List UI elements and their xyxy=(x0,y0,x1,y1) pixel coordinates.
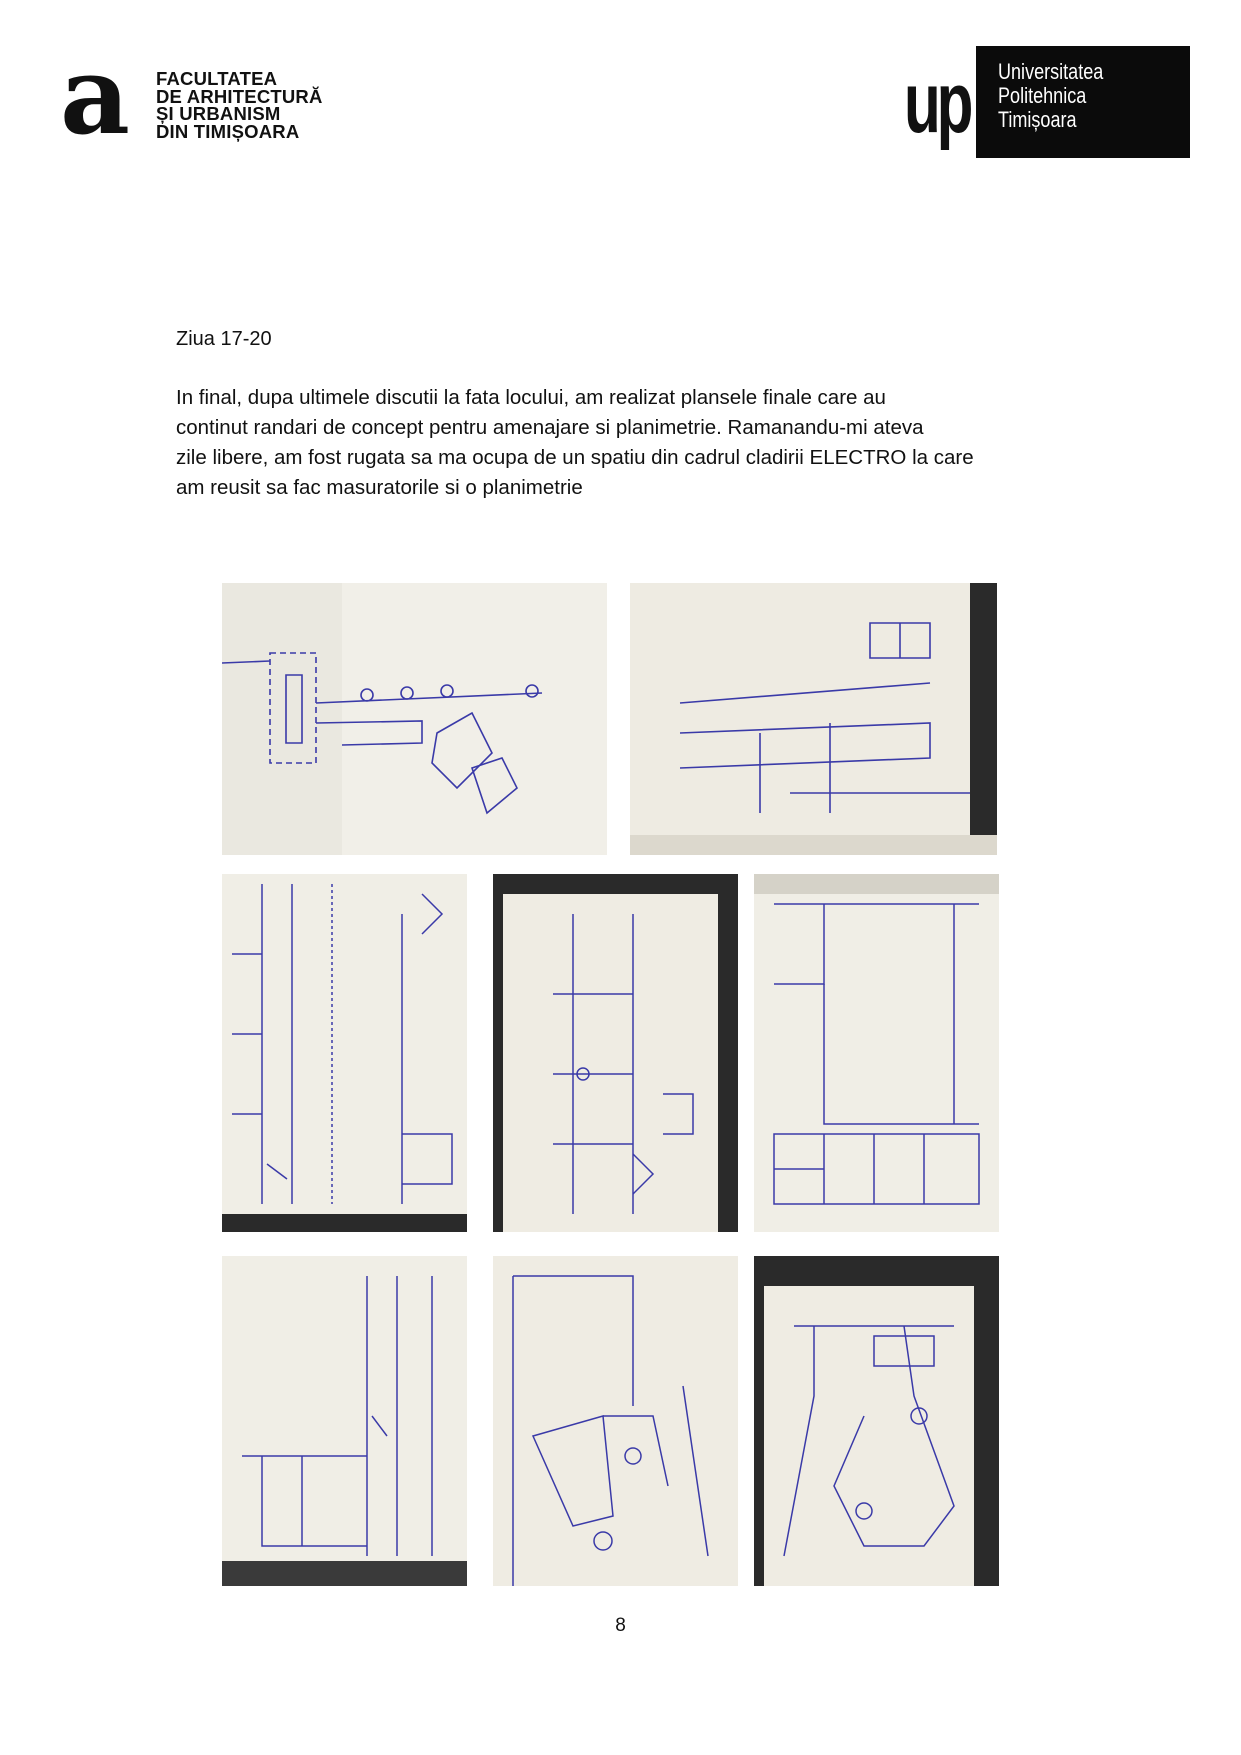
sketch-photo-8 xyxy=(754,1256,999,1586)
university-name-line-2: Politehnica xyxy=(998,83,1087,108)
body-paragraph xyxy=(176,383,1076,503)
university-name-line-1: Universitatea xyxy=(998,59,1104,84)
paragraph-line-2: continut randari de concept pentru amenajare si planimetrie. Ramanandu-mi ateva xyxy=(176,416,924,439)
sketch-photo-7 xyxy=(493,1256,738,1586)
faculty-name-line-3: ȘI URBANISM xyxy=(156,103,281,124)
faculty-name-line-2: DE ARHITECTURĂ xyxy=(156,85,323,107)
sketch-photo-3 xyxy=(222,874,467,1232)
faculty-name-line-4: DIN TIMIȘOARA xyxy=(156,120,300,142)
paragraph-line-4: am reusit sa fac masuratorile si o planimetrie xyxy=(176,476,583,499)
sketch-photo-4 xyxy=(493,874,738,1232)
paragraph-line-1: In final, dupa ultimele discutii la fata locului, am realizat plansele finale care au xyxy=(176,386,886,409)
sketch-photo-2 xyxy=(630,583,997,855)
faculty-name xyxy=(156,70,323,140)
faculty-logo xyxy=(60,33,323,159)
faculty-name-line-1: FACULTATEA xyxy=(156,68,278,89)
paragraph-line-3: zile libere, am fost rugata sa ma ocupa de un spatiu din cadrul cladirii ELECTRO la care xyxy=(176,446,974,469)
university-name-line-3: Timișoara xyxy=(998,107,1077,132)
university-logo xyxy=(904,46,1190,158)
university-name xyxy=(998,60,1103,132)
sketch-photo-5 xyxy=(754,874,999,1232)
day-title: Ziua 17-20 xyxy=(176,328,272,350)
sketch-photo-6 xyxy=(222,1256,467,1586)
sketch-photo-1 xyxy=(222,583,607,855)
faculty-logo-mark: a xyxy=(60,33,130,159)
page-number: 8 xyxy=(615,1615,626,1636)
university-logo-mark: up xyxy=(904,55,970,151)
university-logo-block xyxy=(976,46,1190,158)
